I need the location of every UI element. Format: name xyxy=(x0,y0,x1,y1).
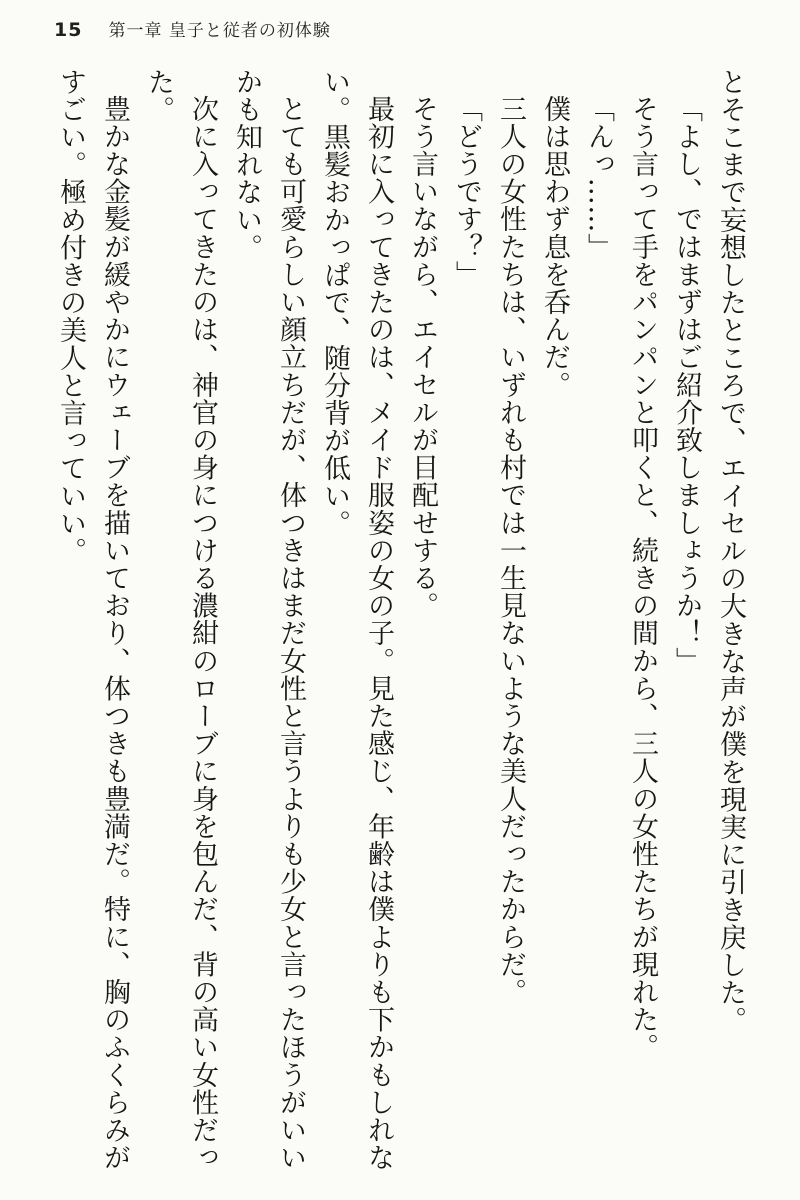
paragraph: とそこまで妄想したところで、エイセルの大きな声が僕を現実に引き戻した。 xyxy=(715,68,746,1034)
page-header xyxy=(54,16,331,41)
page-number: 15 xyxy=(54,19,83,41)
paragraph: 「よし、ではまずはご紹介致しましょうか！」 xyxy=(671,95,702,675)
paragraph: 「んっ……」 xyxy=(583,95,614,261)
paragraph: 最初に入ってきたのは、メイド服姿の女の子。見た感じ、年齢は僕よりも下かもしれない。黒髪おかっぱで、随分背が低い。 xyxy=(319,68,394,1172)
paragraph: 次に入ってきたのは、神官の身につける濃紺のローブに身を包んだ、背の高い女性だった。 xyxy=(143,68,218,1172)
paragraph: 僕は思わず息を呑んだ。 xyxy=(539,95,570,399)
paragraph: 豊かな金髪が緩やかにウェーブを描いており、体つきも豊満だ。特に、胸のふくらみがすごい。極め付きの美人と言っていい。 xyxy=(55,68,130,1172)
paragraph: とても可愛らしい顔立ちだが、体つきはまだ女性と言うよりも少女と言ったほうがいいかも知れない。 xyxy=(231,68,306,1172)
paragraph: そう言って手をパンパンと叩くと、続きの間から、三人の女性たちが現れた。 xyxy=(627,95,658,1061)
paragraph: 「どうです？」 xyxy=(451,95,482,289)
paragraph: そう言いながら、エイセルが目配せする。 xyxy=(407,95,438,620)
paragraph: 三人の女性たちは、いずれも村では一生見ないような美人だったからだ。 xyxy=(495,95,526,1006)
body-text xyxy=(46,68,752,1172)
chapter-title: 第一章 皇子と従者の初体験 xyxy=(108,21,331,41)
